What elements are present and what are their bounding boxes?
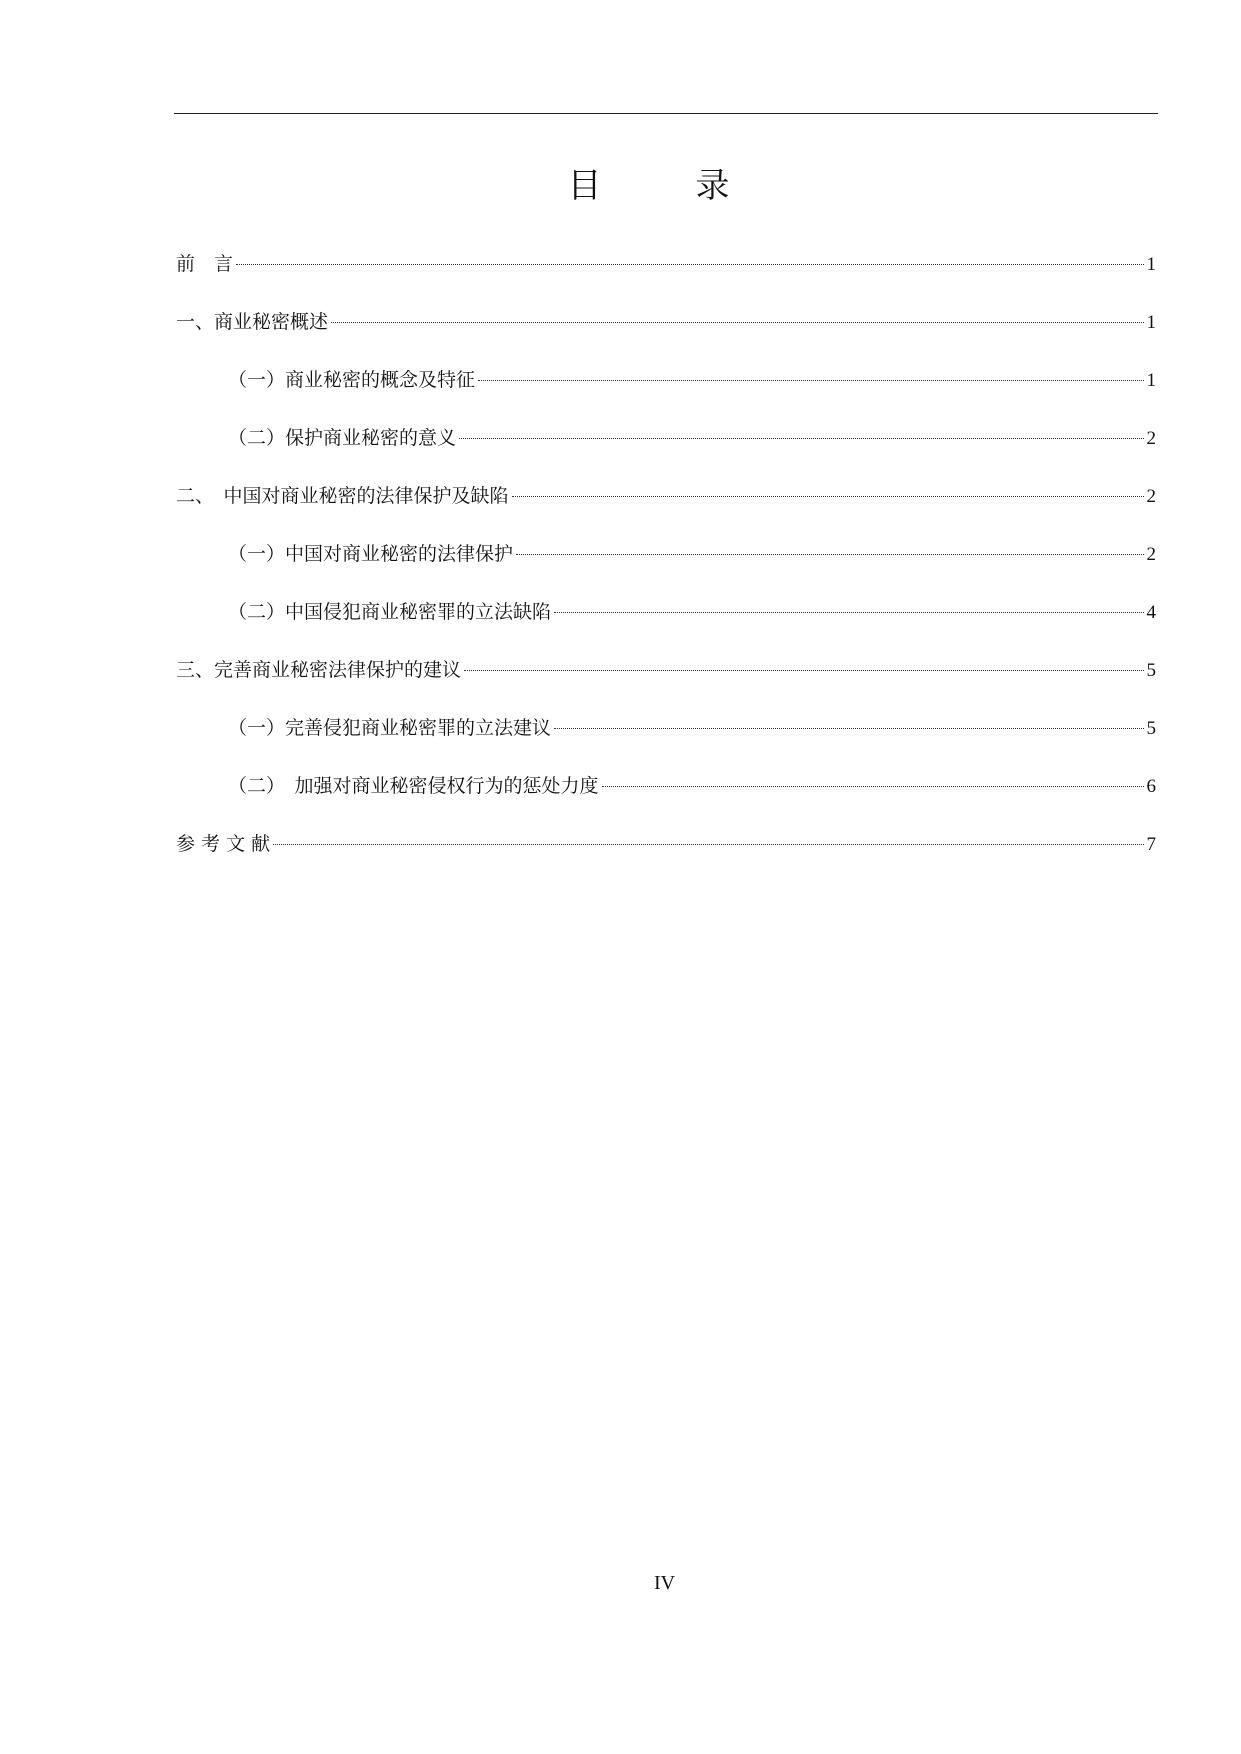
dot-leader xyxy=(331,322,1143,323)
toc-entry-label: 参 考 文 献 xyxy=(176,833,271,855)
toc-entry-page: 1 xyxy=(1146,370,1156,391)
toc-entry-preface[interactable] xyxy=(176,244,1156,302)
toc-entry-label: 一、商业秘密概述 xyxy=(176,311,329,333)
page-number: IV xyxy=(653,1572,676,1594)
toc-entry-section-2[interactable] xyxy=(176,476,1156,534)
dot-leader xyxy=(478,380,1143,381)
toc-entry-page: 6 xyxy=(1146,776,1156,797)
header-rule xyxy=(174,113,1158,114)
toc-entry-references[interactable] xyxy=(176,824,1156,882)
toc-entry-section-2-2[interactable] xyxy=(176,592,1156,650)
toc-entry-label: （二）中国侵犯商业秘密罪的立法缺陷 xyxy=(228,601,552,623)
dot-leader xyxy=(554,728,1143,729)
toc-entry-section-1-1[interactable] xyxy=(176,360,1156,418)
dot-leader xyxy=(273,844,1143,845)
toc-entry-page: 7 xyxy=(1146,834,1156,855)
toc-entry-page: 5 xyxy=(1146,718,1156,739)
table-of-contents xyxy=(176,244,1156,882)
toc-entry-page: 4 xyxy=(1146,602,1156,623)
toc-entry-section-3-2[interactable] xyxy=(176,766,1156,824)
toc-entry-page: 2 xyxy=(1146,486,1156,507)
toc-entry-section-1[interactable] xyxy=(176,302,1156,360)
toc-entry-section-1-2[interactable] xyxy=(176,418,1156,476)
toc-entry-label: 三、完善商业秘密法律保护的建议 xyxy=(176,659,462,681)
toc-entry-label: （一）商业秘密的概念及特征 xyxy=(228,369,476,391)
dot-leader xyxy=(554,612,1143,613)
toc-entry-page: 1 xyxy=(1146,254,1156,275)
toc-entry-page: 1 xyxy=(1146,312,1156,333)
toc-entry-section-3-1[interactable] xyxy=(176,708,1156,766)
toc-entry-section-2-1[interactable] xyxy=(176,534,1156,592)
toc-entry-label: （二） 加强对商业秘密侵权行为的惩处力度 xyxy=(228,775,599,797)
toc-title: 目 录 xyxy=(567,166,760,206)
toc-entry-page: 2 xyxy=(1146,544,1156,565)
dot-leader xyxy=(459,438,1143,439)
dot-leader xyxy=(512,496,1144,497)
dot-leader xyxy=(602,786,1144,787)
toc-entry-section-3[interactable] xyxy=(176,650,1156,708)
toc-entry-label: 二、 中国对商业秘密的法律保护及缺陷 xyxy=(176,485,509,507)
toc-entry-page: 5 xyxy=(1146,660,1156,681)
dot-leader xyxy=(516,554,1143,555)
toc-entry-label: （一）中国对商业秘密的法律保护 xyxy=(228,543,514,565)
dot-leader xyxy=(464,670,1143,671)
dot-leader xyxy=(236,264,1143,265)
toc-entry-label: 前 言 xyxy=(176,253,234,275)
toc-entry-label: （一）完善侵犯商业秘密罪的立法建议 xyxy=(228,717,552,739)
toc-entry-label: （二）保护商业秘密的意义 xyxy=(228,427,457,449)
toc-entry-page: 2 xyxy=(1146,428,1156,449)
